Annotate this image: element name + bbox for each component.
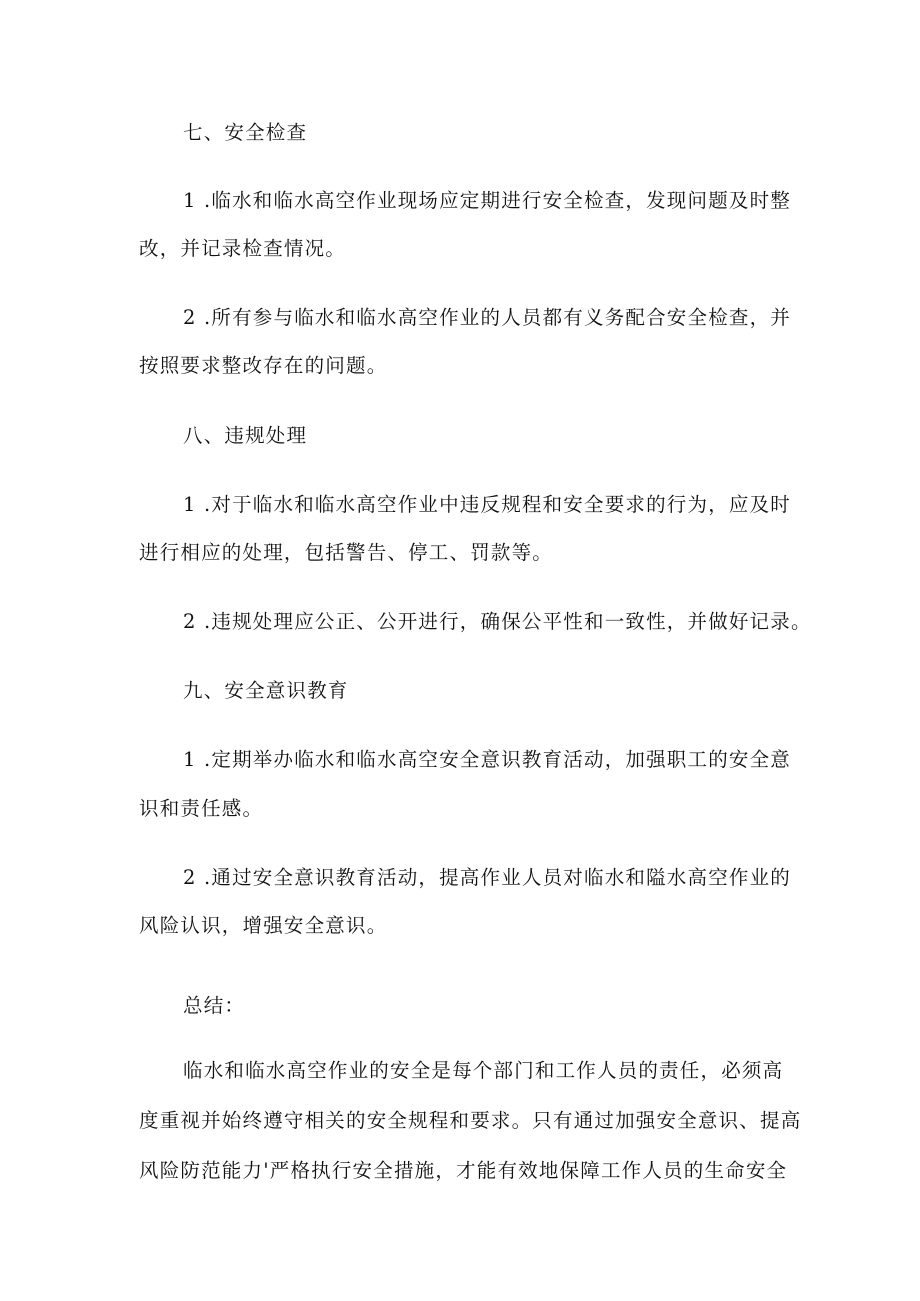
section-7-item-1-line-1: 1 .临水和临水高空作业现场应定期进行安全检查，发现问题及时整	[183, 189, 792, 212]
section-8-item-1-line-2: 进行相应的处理，包括警告、停工、罚款等。	[139, 541, 554, 564]
section-9-heading: 九、安全意识教育	[183, 679, 349, 702]
section-7-item-2-line-2: 按照要求整改存在的问题。	[139, 354, 388, 377]
section-9-item-1-line-1: 1 .定期举办临水和临水高空安全意识教育活动，加强职工的安全意	[183, 748, 792, 771]
section-9-item-1-line-2: 识和责任感。	[139, 797, 264, 820]
summary-line-2: 度重视并始终遵守相关的安全规程和要求。只有通过加强安全意识、提高	[139, 1109, 802, 1132]
section-7-item-2-line-1: 2 .所有参与临水和临水高空作业的人员都有义务配合安全检查，并	[183, 306, 792, 329]
section-8-item-2-line-1: 2 .违规处理应公正、公开进行，确保公平性和一致性，并做好记录。	[183, 610, 812, 633]
section-7-heading: 七、安全检查	[183, 121, 308, 144]
section-7-item-1-line-2: 改，并记录检查情况。	[139, 237, 347, 260]
section-8-heading: 八、违规处理	[183, 424, 308, 447]
section-9-item-2-line-2: 风险认识，增强安全意识。	[139, 914, 388, 937]
summary-line-3: 风险防范能力'严格执行安全措施，才能有效地保障工作人员的生命安全	[139, 1159, 788, 1182]
summary-line-1: 临水和临水高空作业的安全是每个部门和工作人员的责任，必须高	[183, 1059, 784, 1082]
summary-heading: 总结：	[183, 994, 246, 1017]
section-8-item-1-line-1: 1 .对于临水和临水高空作业中违反规程和安全要求的行为，应及时	[183, 493, 792, 516]
section-9-item-2-line-1: 2 .通过安全意识教育活动，提高作业人员对临水和隘水高空作业的	[183, 866, 792, 889]
